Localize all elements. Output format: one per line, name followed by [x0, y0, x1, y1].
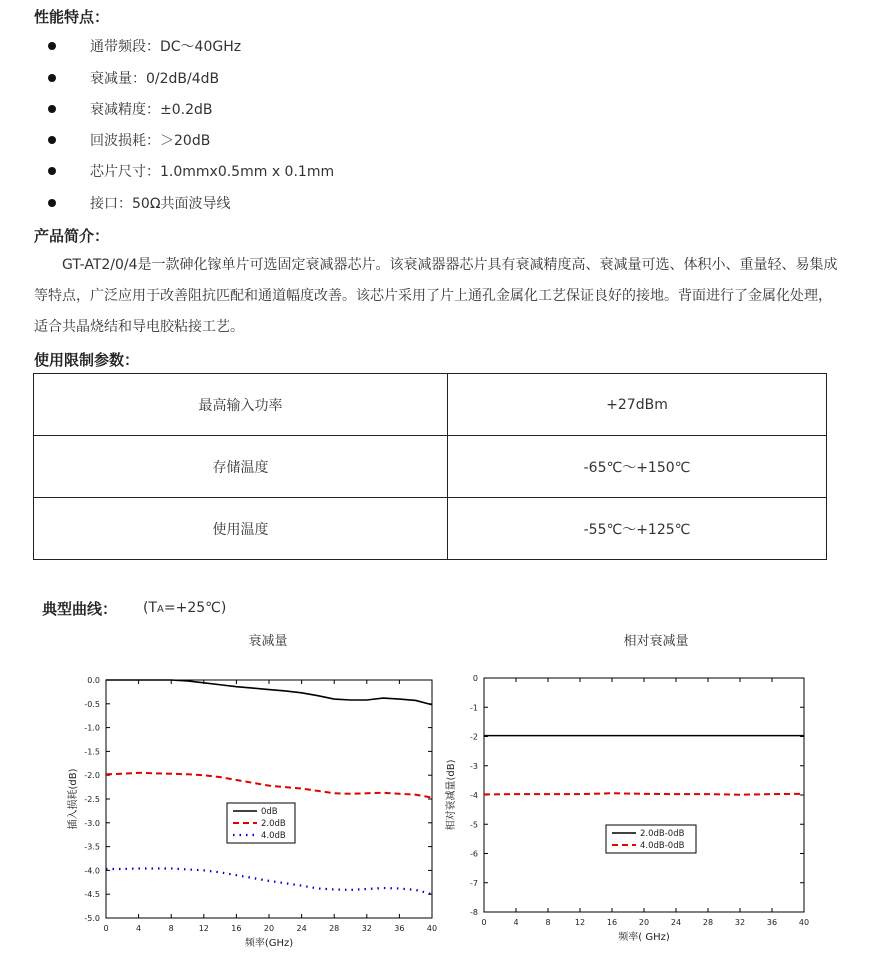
limits-table [33, 373, 827, 560]
limits-heading: 使用限制参数： [34, 351, 140, 369]
x-tick-label: 36 [394, 924, 405, 933]
feature-text: 衰减量：0/2dB/4dB [90, 71, 220, 87]
relative-attenuation-chart [440, 660, 880, 960]
bullet-icon [48, 136, 56, 144]
y-tick-label: -5 [470, 820, 478, 830]
y-tick-label: -7 [470, 878, 478, 888]
features-heading: 性能特点： [34, 8, 110, 26]
y-tick-label: -6 [470, 849, 478, 859]
feature-text: 衰减精度：±0.2dB [90, 102, 213, 118]
x-tick-label: 28 [329, 924, 340, 933]
x-tick-label: 8 [545, 918, 551, 927]
param-cell: 使用温度 [34, 498, 448, 560]
bullet-icon [48, 74, 56, 82]
param-cell: 存储温度 [34, 436, 448, 498]
bullet-icon [48, 167, 56, 175]
table-row [34, 436, 827, 498]
y-tick-label: -2 [470, 732, 478, 742]
y-tick-label: -8 [470, 908, 478, 917]
param-cell: 最高输入功率 [34, 374, 448, 436]
y-tick-label: -4.5 [84, 890, 100, 900]
chart-title-relative: 相对衰减量 [623, 634, 689, 649]
x-tick-label: 4 [136, 924, 142, 933]
condition-suffix: =+25℃) [163, 600, 227, 616]
x-tick-label: 4 [513, 918, 519, 927]
chart-title-attenuation: 衰减量 [248, 634, 288, 649]
y-tick-label: -3.0 [84, 818, 100, 828]
condition-subscript: A [157, 604, 164, 615]
legend-label: 4.0dB-0dB [640, 841, 685, 851]
curves-heading: 典型曲线： [42, 600, 118, 618]
x-tick-label: 16 [231, 924, 242, 933]
x-tick-label: 32 [734, 918, 746, 927]
y-tick-label: -1.5 [84, 747, 100, 757]
y-tick-label: -5.0 [84, 914, 100, 923]
x-axis-label: 频率( GHz) [618, 932, 670, 943]
x-tick-label: 20 [638, 918, 650, 927]
feature-item [48, 68, 220, 88]
bullet-icon [48, 105, 56, 113]
feature-text: 通带频段：DC～40GHz [90, 39, 242, 55]
y-tick-label: -0.5 [84, 699, 100, 709]
intro-heading: 产品简介： [34, 227, 110, 245]
feature-item [48, 193, 231, 213]
y-tick-label: -4 [470, 791, 478, 800]
y-tick-label: 0 [472, 674, 478, 683]
y-tick-label: 0.0 [87, 676, 100, 685]
table-row [34, 374, 827, 436]
value-cell: +27dBm [448, 374, 827, 436]
x-tick-label: 40 [798, 918, 810, 927]
feature-text: 回波损耗：＞20dB [90, 133, 211, 149]
y-axis-label: 相对衰减量(dB) [446, 759, 457, 831]
x-tick-label: 24 [296, 924, 307, 933]
intro-paragraph: GT-AT2/0/4是一款砷化镓单片可选固定衰减器芯片。该衰减器器芯片具有衰减精度高、衰减量可选、体积小、重量轻、易集成等特点，广泛应用于改善阻抗匹配和通道幅度改善。该芯片采用了片上通孔金属化工艺保证良好的接地。背面进行了金属化处理，适合共晶烧结和导电胶粘接工艺。 [34, 257, 838, 335]
x-tick-label: 24 [670, 918, 682, 927]
x-tick-label: 36 [766, 918, 778, 927]
y-tick-label: -3.5 [84, 842, 100, 852]
y-tick-label: -3 [470, 761, 478, 771]
feature-item [48, 99, 213, 119]
x-tick-label: 12 [198, 924, 209, 933]
feature-item [48, 130, 211, 150]
test-condition [143, 600, 226, 616]
x-tick-label: 12 [574, 918, 586, 927]
x-tick-label: 0 [103, 924, 109, 933]
bullet-icon [48, 199, 56, 207]
feature-item [48, 36, 242, 56]
y-axis-label: 插入损耗(dB) [68, 768, 79, 830]
x-tick-label: 40 [426, 924, 438, 933]
x-axis-label: 频率(GHz) [244, 938, 294, 949]
feature-text: 接口：50Ω共面波导线 [90, 196, 231, 212]
plot-frame [106, 680, 432, 918]
value-cell: -55℃～+125℃ [448, 498, 827, 560]
series-line [484, 793, 804, 794]
value-cell: -65℃～+150℃ [448, 436, 827, 498]
attenuation-chart [0, 660, 440, 960]
x-tick-label: 16 [606, 918, 618, 927]
legend-label: 0dB [261, 807, 278, 817]
x-tick-label: 20 [263, 924, 275, 933]
bullet-icon [48, 42, 56, 50]
legend-label: 2.0dB-0dB [640, 829, 685, 839]
table-row [34, 498, 827, 560]
y-tick-label: -2.0 [84, 771, 100, 781]
x-tick-label: 0 [481, 918, 487, 927]
y-tick-label: -4.0 [84, 866, 100, 876]
x-tick-label: 28 [702, 918, 714, 927]
legend-label: 4.0dB [261, 831, 286, 841]
y-tick-label: -2.5 [84, 795, 100, 804]
condition-prefix: (T [143, 600, 158, 616]
series-line [106, 773, 432, 798]
y-tick-label: -1 [470, 703, 478, 713]
legend-label: 2.0dB [261, 819, 286, 829]
x-tick-label: 8 [168, 924, 174, 933]
y-tick-label: -1.0 [84, 723, 100, 733]
x-tick-label: 32 [361, 924, 372, 933]
feature-text: 芯片尺寸：1.0mmx0.5mm x 0.1mm [90, 164, 335, 180]
feature-item [48, 161, 335, 181]
series-line [106, 868, 432, 894]
